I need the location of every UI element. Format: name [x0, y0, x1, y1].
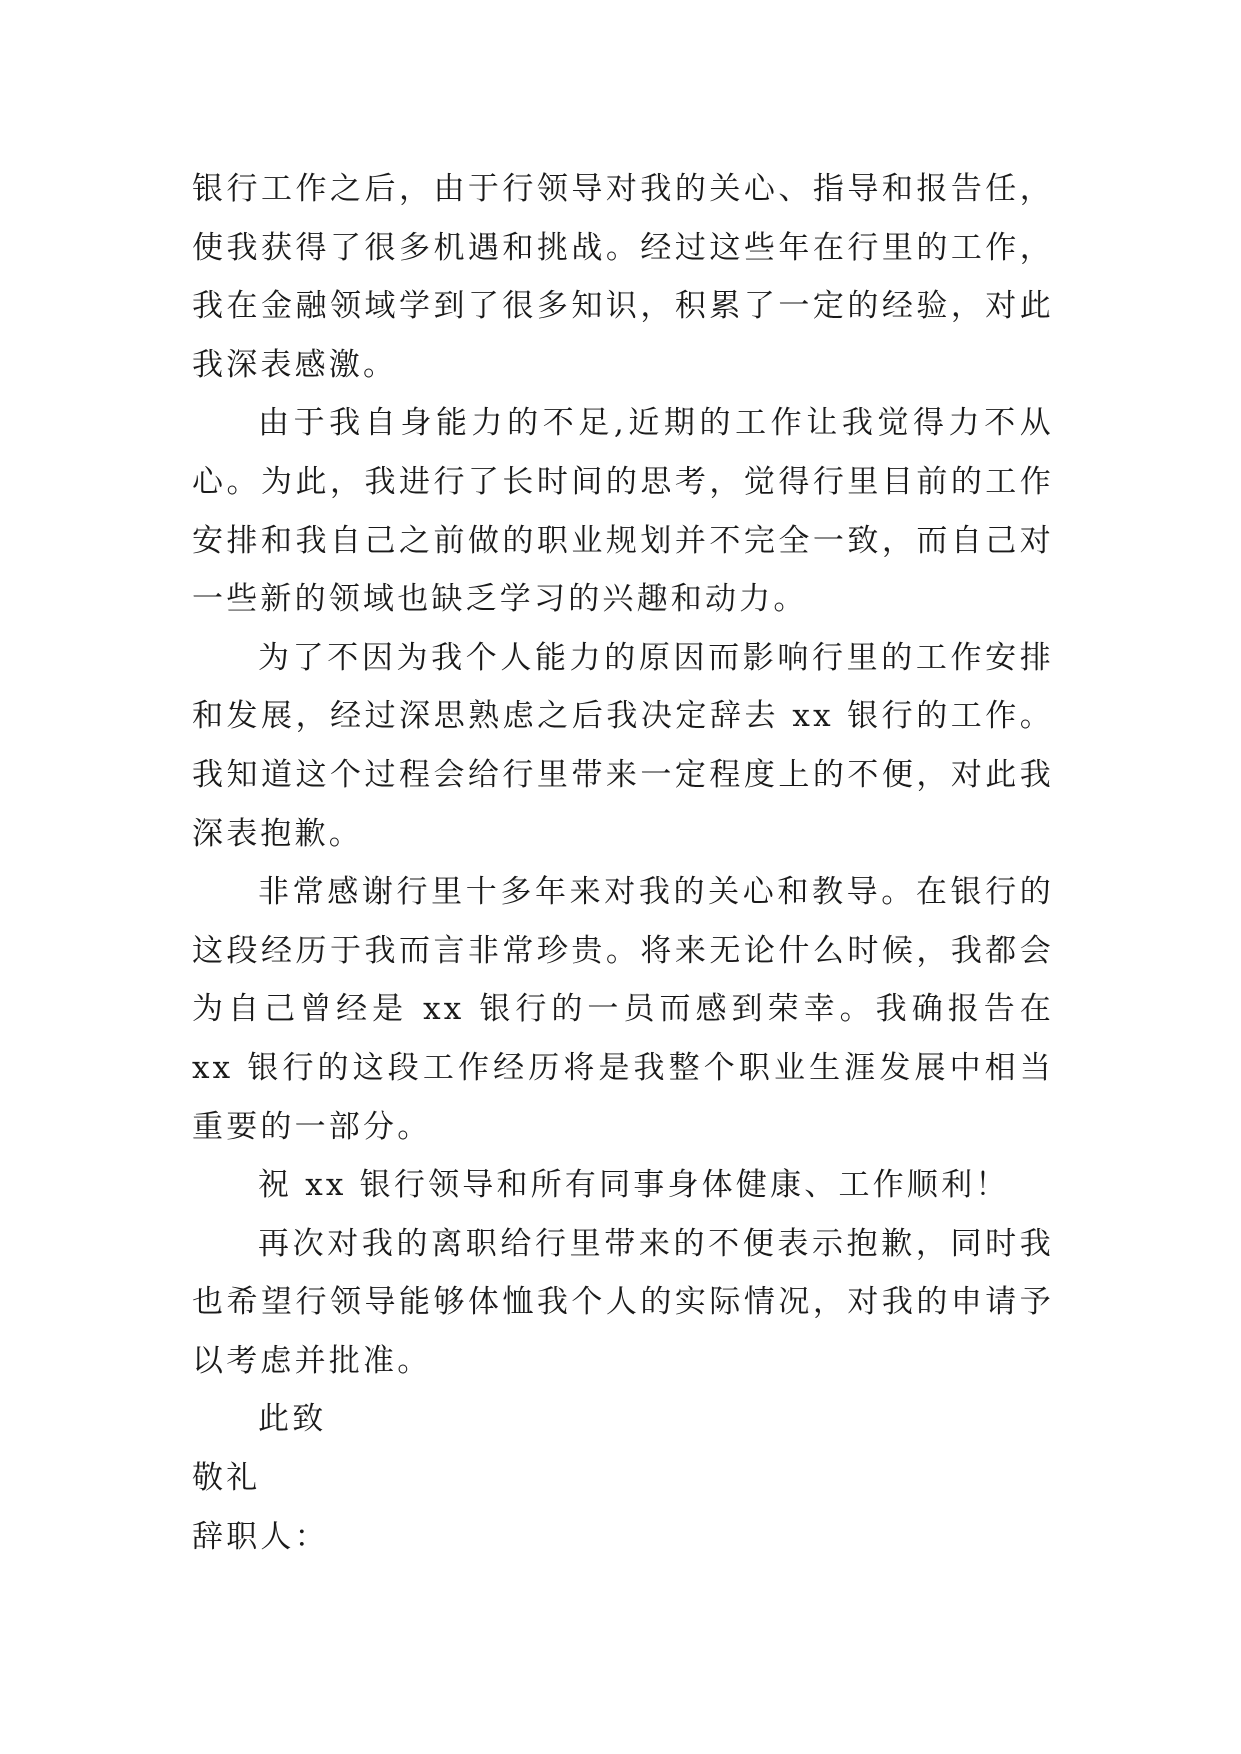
paragraph-reason: 由于我自身能力的不足,近期的工作让我觉得力不从心。为此，我进行了长时间的思考，觉得行里目前的工作安排和我自己之前做的职业规划并不完全一致，而自己对一些新的领域也缺乏学习的兴趣和动力。	[192, 405, 1054, 618]
paragraph-continued: 银行工作之后，由于行领导对我的关心、指导和报告任，使我获得了很多机遇和挑战。经过这些年在行里的工作，我在金融领域学到了很多知识，积累了一定的经验，对此我深表感激。	[192, 171, 1054, 383]
paragraph-thanks: 非常感谢行里十多年来对我的关心和教导。在银行的这段经历于我而言非常珍贵。将来无论什么时候，我都会为自己曾经是 xx 银行的一员而感到荣幸。我确报告在 xx 银行的这段工作经历将是我整个职业生涯发展中相当重要的一部分。	[192, 874, 1054, 1145]
paragraph-apology: 再次对我的离职给行里带来的不便表示抱歉，同时我也希望行领导能够体恤我个人的实际情况，对我的申请予以考虑并批准。	[192, 1225, 1054, 1379]
salutation-closing: 此致	[258, 1401, 327, 1438]
letter-body	[192, 160, 1054, 1566]
closing-regards: 敬礼	[192, 1460, 261, 1497]
paragraph-wishes: 祝 xx 银行领导和所有同事身体健康、工作顺利！	[258, 1167, 1010, 1204]
signature-label: 辞职人：	[192, 1518, 329, 1555]
paragraph-decision: 为了不因为我个人能力的原因而影响行里的工作安排和发展，经过深思熟虑之后我决定辞去 xx 银行的工作。我知道这个过程会给行里带来一定程度上的不便，对此我深表抱歉。	[192, 639, 1054, 852]
